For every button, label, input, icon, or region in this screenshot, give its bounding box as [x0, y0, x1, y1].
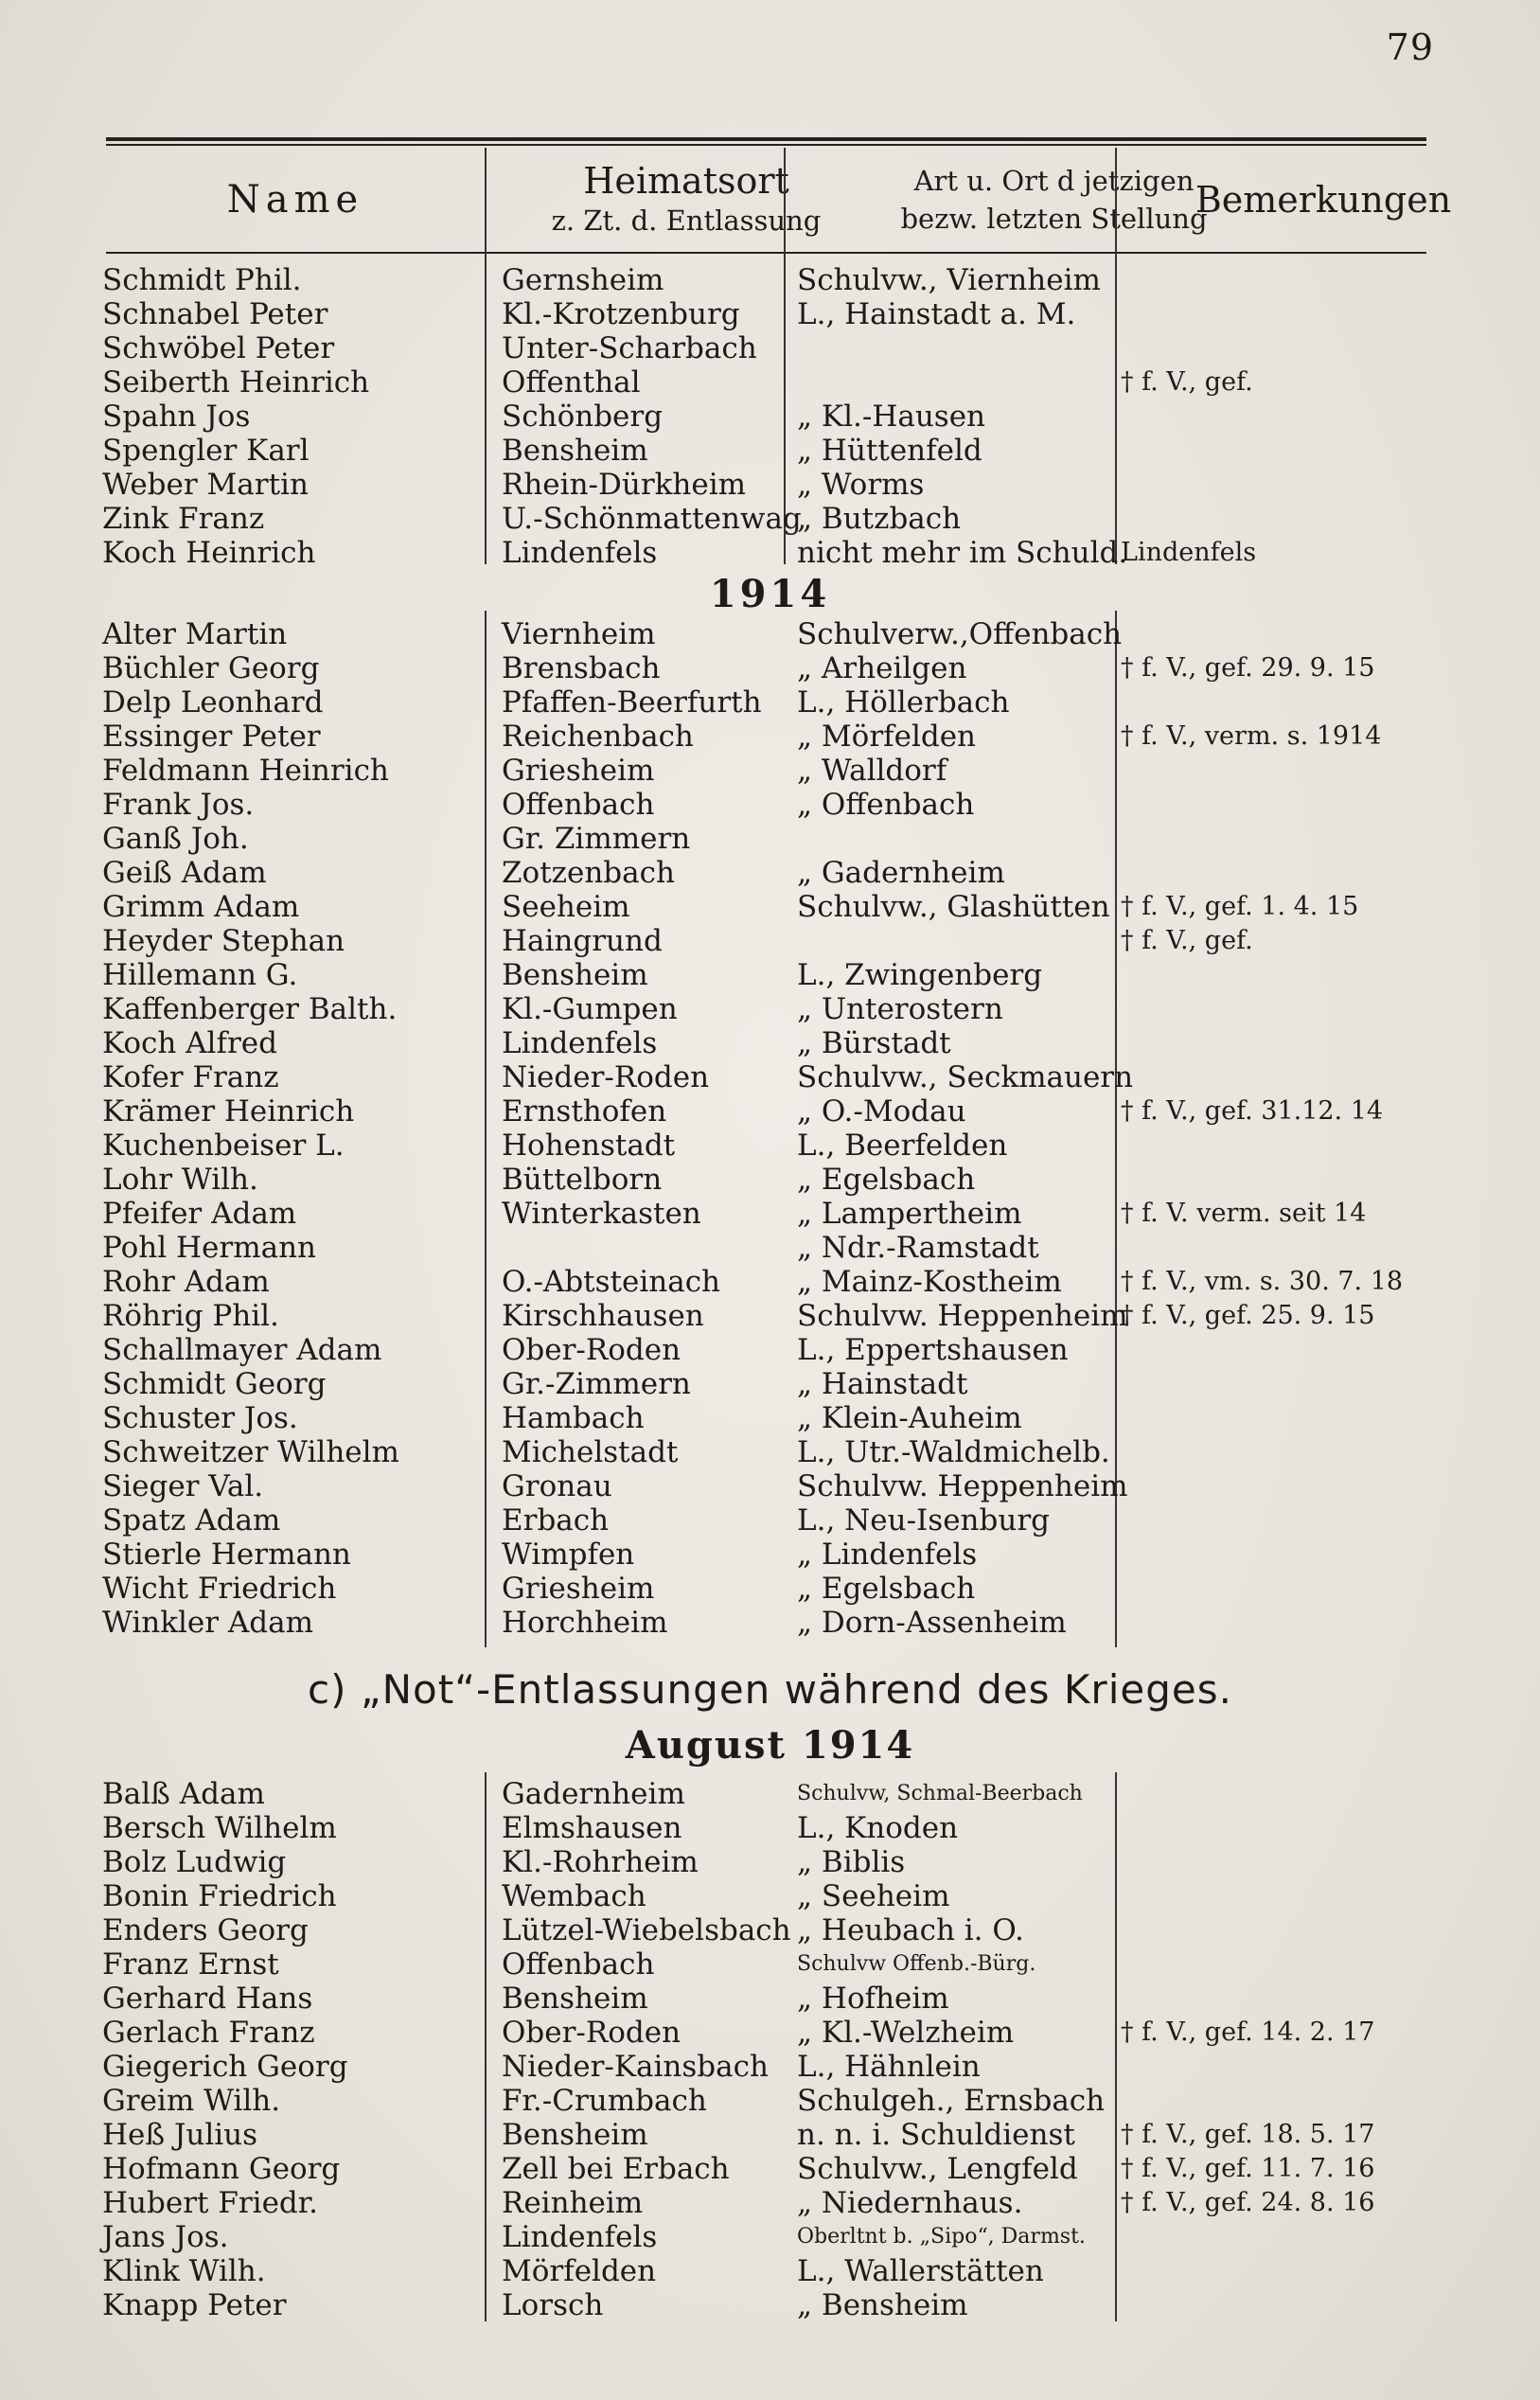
home-town: Bensheim — [502, 434, 648, 468]
person-name: Franz Ernst — [102, 1947, 279, 1982]
position: Schulgeh., Ernsbach — [797, 2084, 1106, 2118]
remark: † f. V., gef. 31.12. 14 — [1121, 1096, 1384, 1126]
person-name: Balß Adam — [102, 1777, 265, 1811]
person-name: Koch Heinrich — [102, 536, 316, 570]
position: „ Gadernheim — [797, 856, 1005, 890]
position: L., Beerfelden — [797, 1129, 1008, 1163]
home-town: Nieder-Roden — [502, 1060, 710, 1094]
header-position-line1: Art u. Ort d jetzigen — [913, 165, 1195, 197]
table-row — [0, 263, 1540, 297]
home-town: Fr.-Crumbach — [502, 2084, 707, 2118]
home-town: Winterkasten — [502, 1197, 701, 1231]
year-heading: 1914 — [709, 572, 831, 616]
table-row — [0, 1777, 1540, 1811]
top-rule — [106, 137, 1426, 141]
remark: † f. V., vm. s. 30. 7. 18 — [1121, 1267, 1404, 1296]
home-town: Lindenfels — [502, 536, 658, 570]
position: „ Klein-Auheim — [797, 1401, 1022, 1435]
person-name: Spahn Jos — [102, 400, 251, 434]
table-row — [0, 365, 1540, 400]
table-row — [0, 2016, 1540, 2050]
home-town: Kl.-Rohrheim — [502, 1845, 699, 1879]
position: „ Walldorf — [797, 754, 947, 788]
position: „ Butzbach — [797, 502, 962, 536]
position: Schulvw., Viernheim — [797, 263, 1101, 297]
table-row — [0, 2118, 1540, 2152]
person-name: Koch Alfred — [102, 1026, 277, 1060]
home-town: Hohenstadt — [502, 1129, 676, 1163]
table-row — [0, 1435, 1540, 1469]
person-name: Röhrig Phil. — [102, 1299, 279, 1333]
position: „ Bürstadt — [797, 1026, 951, 1060]
home-town: Unter-Scharbach — [502, 331, 757, 365]
person-name: Pohl Hermann — [102, 1231, 317, 1265]
person-name: Weber Martin — [102, 468, 309, 502]
home-town: Pfaffen-Beerfurth — [502, 685, 762, 720]
person-name: Geiß Adam — [102, 856, 267, 890]
home-town: Reichenbach — [502, 720, 694, 754]
person-name: Gerhard Hans — [102, 1982, 313, 2016]
home-town: Erbach — [502, 1503, 610, 1538]
table-row — [0, 2186, 1540, 2220]
table-row — [0, 1401, 1540, 1435]
person-name: Greim Wilh. — [102, 2084, 281, 2118]
table-row — [0, 992, 1540, 1026]
position: Schulvw, Schmal-Beerbach — [797, 1782, 1083, 1805]
home-town: Griesheim — [502, 1572, 655, 1606]
person-name: Spatz Adam — [102, 1503, 281, 1538]
home-town: Ernsthofen — [502, 1094, 667, 1129]
home-town: Kirschhausen — [502, 1299, 704, 1333]
header-remarks-label: Bemerkungen — [1195, 179, 1452, 221]
person-name: Stierle Hermann — [102, 1538, 351, 1572]
remark: † f. V., gef. 1. 4. 15 — [1121, 892, 1359, 921]
person-name: Schallmayer Adam — [102, 1333, 382, 1367]
remark: † f. V., gef. — [1121, 367, 1253, 397]
home-town: Gernsheim — [502, 263, 664, 297]
home-town: Haingrund — [502, 924, 663, 958]
table-row — [0, 1503, 1540, 1538]
home-town: Wimpfen — [502, 1538, 635, 1572]
person-name: Bolz Ludwig — [102, 1845, 287, 1879]
person-name: Hofmann Georg — [102, 2152, 341, 2186]
home-town: Seeheim — [502, 890, 630, 924]
header-position — [888, 150, 1220, 250]
position: Schulvw., Glashütten — [797, 890, 1110, 924]
table-row — [0, 468, 1540, 502]
position: „ Heubach i. O. — [797, 1913, 1024, 1947]
position: Schulvw Offenb.-Bürg. — [797, 1952, 1036, 1976]
home-town: Mörfelden — [502, 2254, 657, 2288]
person-name: Kaffenberger Balth. — [102, 992, 398, 1026]
table-row — [0, 1913, 1540, 1947]
remark: † f. V., gef. — [1121, 926, 1253, 955]
person-name: Feldmann Heinrich — [102, 754, 389, 788]
table-row — [0, 617, 1540, 651]
person-name: Schuster Jos. — [102, 1401, 298, 1435]
table-row — [0, 1265, 1540, 1299]
table-row — [0, 1333, 1540, 1367]
position: „ Kl.-Hausen — [797, 400, 986, 434]
person-name: Schnabel Peter — [102, 297, 328, 331]
position: „ Hofheim — [797, 1982, 949, 2016]
page-number: 79 — [1386, 27, 1434, 68]
person-name: Delp Leonhard — [102, 685, 324, 720]
month-heading: August 1914 — [625, 1723, 915, 1768]
home-town: Horchheim — [502, 1606, 668, 1640]
person-name: Schmidt Phil. — [102, 263, 302, 297]
home-town: Bensheim — [502, 2118, 648, 2152]
table-row — [0, 822, 1540, 856]
table-header — [106, 150, 1452, 250]
person-name: Wicht Friedrich — [102, 1572, 337, 1606]
person-name: Rohr Adam — [102, 1265, 270, 1299]
subsection-heading: c) „Not“-Entlassungen während des Krieges. — [308, 1666, 1232, 1713]
table-row — [0, 1469, 1540, 1503]
table-row — [0, 720, 1540, 754]
table-row — [0, 2220, 1540, 2254]
header-home-line1: Heimatsort — [583, 160, 789, 202]
home-town: Offenthal — [502, 365, 641, 400]
position: „ Ndr.-Ramstadt — [797, 1231, 1039, 1265]
table-row — [0, 1231, 1540, 1265]
person-name: Essinger Peter — [102, 720, 321, 754]
position: „ Lampertheim — [797, 1197, 1022, 1231]
person-name: Zink Franz — [102, 502, 265, 536]
person-name: Schmidt Georg — [102, 1367, 327, 1401]
table-row — [0, 400, 1540, 434]
header-name — [106, 150, 485, 250]
table-row — [0, 856, 1540, 890]
position: Schulvw. Heppenheim — [797, 1299, 1128, 1333]
home-town: Gronau — [502, 1469, 612, 1503]
position: „ Egelsbach — [797, 1163, 976, 1197]
position: „ Egelsbach — [797, 1572, 976, 1606]
table-row — [0, 1572, 1540, 1606]
home-town: Schönberg — [502, 400, 664, 434]
table-row — [0, 788, 1540, 822]
table-row — [0, 1197, 1540, 1231]
header-home-line2: z. Zt. d. Entlassung — [551, 204, 822, 237]
section-pre-1914 — [0, 263, 1540, 570]
person-name: Giegerich Georg — [102, 2050, 348, 2084]
position: „ Mörfelden — [797, 720, 977, 754]
table-row — [0, 434, 1540, 468]
position: nicht mehr im Schuld. — [797, 536, 1128, 570]
home-town: Bensheim — [502, 958, 648, 992]
position: „ Biblis — [797, 1845, 906, 1879]
home-town: Viernheim — [502, 617, 656, 651]
person-name: Schwöbel Peter — [102, 331, 335, 365]
header-remarks — [1195, 150, 1452, 250]
home-town: Offenbach — [502, 1947, 655, 1982]
remark: † f. V. verm. seit 14 — [1121, 1199, 1367, 1228]
person-name: Pfeifer Adam — [102, 1197, 297, 1231]
person-name: Hillemann G. — [102, 958, 298, 992]
home-town: Ober-Roden — [502, 2016, 681, 2050]
home-town: Brensbach — [502, 651, 661, 685]
position: „ Worms — [797, 468, 925, 502]
position: „ Dorn-Assenheim — [797, 1606, 1067, 1640]
section-august-1914 — [0, 1777, 1540, 2322]
position: „ Arheilgen — [797, 651, 967, 685]
home-town: Michelstadt — [502, 1435, 679, 1469]
home-town: U.-Schönmattenwag — [502, 502, 802, 536]
home-town: Ober-Roden — [502, 1333, 681, 1367]
person-name: Gerlach Franz — [102, 2016, 315, 2050]
home-town: Nieder-Kainsbach — [502, 2050, 769, 2084]
home-town: Lützel-Wiebelsbach — [502, 1913, 791, 1947]
home-town: Hambach — [502, 1401, 645, 1435]
table-row — [0, 536, 1540, 570]
position: L., Hähnlein — [797, 2050, 981, 2084]
table-row — [0, 1982, 1540, 2016]
home-town: Gadernheim — [502, 1777, 685, 1811]
position: L., Knoden — [797, 1811, 959, 1845]
person-name: Spengler Karl — [102, 434, 310, 468]
position: L., Utr.-Waldmichelb. — [797, 1435, 1110, 1469]
position: „ Unterostern — [797, 992, 1003, 1026]
position: „ Niedernhaus. — [797, 2186, 1023, 2220]
home-town: Griesheim — [502, 754, 655, 788]
remark: † f. V., gef. 18. 5. 17 — [1121, 2120, 1375, 2149]
person-name: Krämer Heinrich — [102, 1094, 355, 1129]
table-row — [0, 1299, 1540, 1333]
position: L., Eppertshausen — [797, 1333, 1069, 1367]
header-position-line2: bezw. letzten Stellung — [900, 203, 1208, 235]
table-row — [0, 2254, 1540, 2288]
home-town: Gr. Zimmern — [502, 822, 691, 856]
position: Schulvw., Lengfeld — [797, 2152, 1078, 2186]
home-town: Reinheim — [502, 2186, 644, 2220]
top-rule-thin — [106, 144, 1426, 146]
person-name: Schweitzer Wilhelm — [102, 1435, 399, 1469]
position: „ O.-Modau — [797, 1094, 966, 1129]
person-name: Heß Julius — [102, 2118, 258, 2152]
home-town: O.-Abtsteinach — [502, 1265, 721, 1299]
table-row — [0, 651, 1540, 685]
section-1914 — [0, 617, 1540, 1640]
position: Schulverw.,Offenbach — [797, 617, 1123, 651]
position: „ Hüttenfeld — [797, 434, 982, 468]
position: „ Lindenfels — [797, 1538, 978, 1572]
table-row — [0, 2288, 1540, 2322]
table-row — [0, 958, 1540, 992]
home-town: Lindenfels — [502, 1026, 658, 1060]
table-row — [0, 297, 1540, 331]
table-row — [0, 1129, 1540, 1163]
table-row — [0, 1026, 1540, 1060]
home-town: Büttelborn — [502, 1163, 663, 1197]
person-name: Enders Georg — [102, 1913, 309, 1947]
header-name-label: Name — [226, 178, 364, 222]
position: L., Höllerbach — [797, 685, 1010, 720]
person-name: Kuchenbeiser L. — [102, 1129, 345, 1163]
position: Schulvw., Seckmauern — [797, 1060, 1134, 1094]
person-name: Kofer Franz — [102, 1060, 279, 1094]
home-town: Elmshausen — [502, 1811, 682, 1845]
remark: † f. V., gef. 29. 9. 15 — [1121, 653, 1375, 683]
table-row — [0, 1163, 1540, 1197]
home-town: Zell bei Erbach — [502, 2152, 730, 2186]
person-name: Büchler Georg — [102, 651, 320, 685]
home-town: Kl.-Gumpen — [502, 992, 678, 1026]
position: L., Zwingenberg — [797, 958, 1043, 992]
table-row — [0, 890, 1540, 924]
home-town: Lindenfels — [502, 2220, 658, 2254]
person-name: Bersch Wilhelm — [102, 1811, 337, 1845]
header-home — [485, 150, 888, 250]
table-row — [0, 1367, 1540, 1401]
person-name: Bonin Friedrich — [102, 1879, 337, 1913]
table-row — [0, 1845, 1540, 1879]
home-town: Rhein-Dürkheim — [502, 468, 747, 502]
person-name: Jans Jos. — [102, 2220, 229, 2254]
table-row — [0, 1094, 1540, 1129]
position: „ Mainz-Kostheim — [797, 1265, 1062, 1299]
remark: † f. V., verm. s. 1914 — [1121, 721, 1382, 751]
table-row — [0, 331, 1540, 365]
table-row — [0, 1060, 1540, 1094]
person-name: Seiberth Heinrich — [102, 365, 370, 400]
position: n. n. i. Schuldienst — [797, 2118, 1075, 2152]
table-row — [0, 1606, 1540, 1640]
remark: † f. V., gef. 11. 7. 16 — [1121, 2154, 1375, 2183]
position: „ Seeheim — [797, 1879, 950, 1913]
home-town: Kl.-Krotzenburg — [502, 297, 740, 331]
person-name: Heyder Stephan — [102, 924, 345, 958]
table-row — [0, 1947, 1540, 1982]
table-row — [0, 924, 1540, 958]
remark: † f. V., gef. 14. 2. 17 — [1121, 2018, 1375, 2047]
position: Schulvw. Heppenheim — [797, 1469, 1128, 1503]
position: Oberltnt b. „Sipo“, Darmst. — [797, 2225, 1086, 2249]
table-row — [0, 2084, 1540, 2118]
home-town: Wembach — [502, 1879, 646, 1913]
table-row — [0, 502, 1540, 536]
header-rule — [106, 252, 1426, 254]
person-name: Hubert Friedr. — [102, 2186, 319, 2220]
person-name: Lohr Wilh. — [102, 1163, 258, 1197]
position: L., Neu-Isenburg — [797, 1503, 1050, 1538]
position: „ Bensheim — [797, 2288, 968, 2322]
table-row — [0, 1538, 1540, 1572]
home-town: Gr.-Zimmern — [502, 1367, 691, 1401]
home-town: Lorsch — [502, 2288, 604, 2322]
remark: † f. V., gef. 25. 9. 15 — [1121, 1301, 1375, 1330]
table-row — [0, 685, 1540, 720]
person-name: Alter Martin — [102, 617, 288, 651]
position: „ Kl.-Welzheim — [797, 2016, 1015, 2050]
table-row — [0, 2152, 1540, 2186]
home-town: Bensheim — [502, 1982, 648, 2016]
table-row — [0, 2050, 1540, 2084]
table-row — [0, 754, 1540, 788]
table-row — [0, 1879, 1540, 1913]
person-name: Ganß Joh. — [102, 822, 249, 856]
home-town: Zotzenbach — [502, 856, 675, 890]
position: L., Hainstadt a. M. — [797, 297, 1076, 331]
home-town: Offenbach — [502, 788, 655, 822]
position: L., Wallerstätten — [797, 2254, 1044, 2288]
remark: † f. V., gef. 24. 8. 16 — [1121, 2188, 1375, 2217]
position: „ Hainstadt — [797, 1367, 968, 1401]
table-row — [0, 1811, 1540, 1845]
person-name: Klink Wilh. — [102, 2254, 266, 2288]
person-name: Sieger Val. — [102, 1469, 264, 1503]
position: „ Offenbach — [797, 788, 975, 822]
person-name: Frank Jos. — [102, 788, 255, 822]
remark: Lindenfels — [1121, 538, 1257, 567]
person-name: Grimm Adam — [102, 890, 300, 924]
person-name: Winkler Adam — [102, 1606, 314, 1640]
person-name: Knapp Peter — [102, 2288, 287, 2322]
